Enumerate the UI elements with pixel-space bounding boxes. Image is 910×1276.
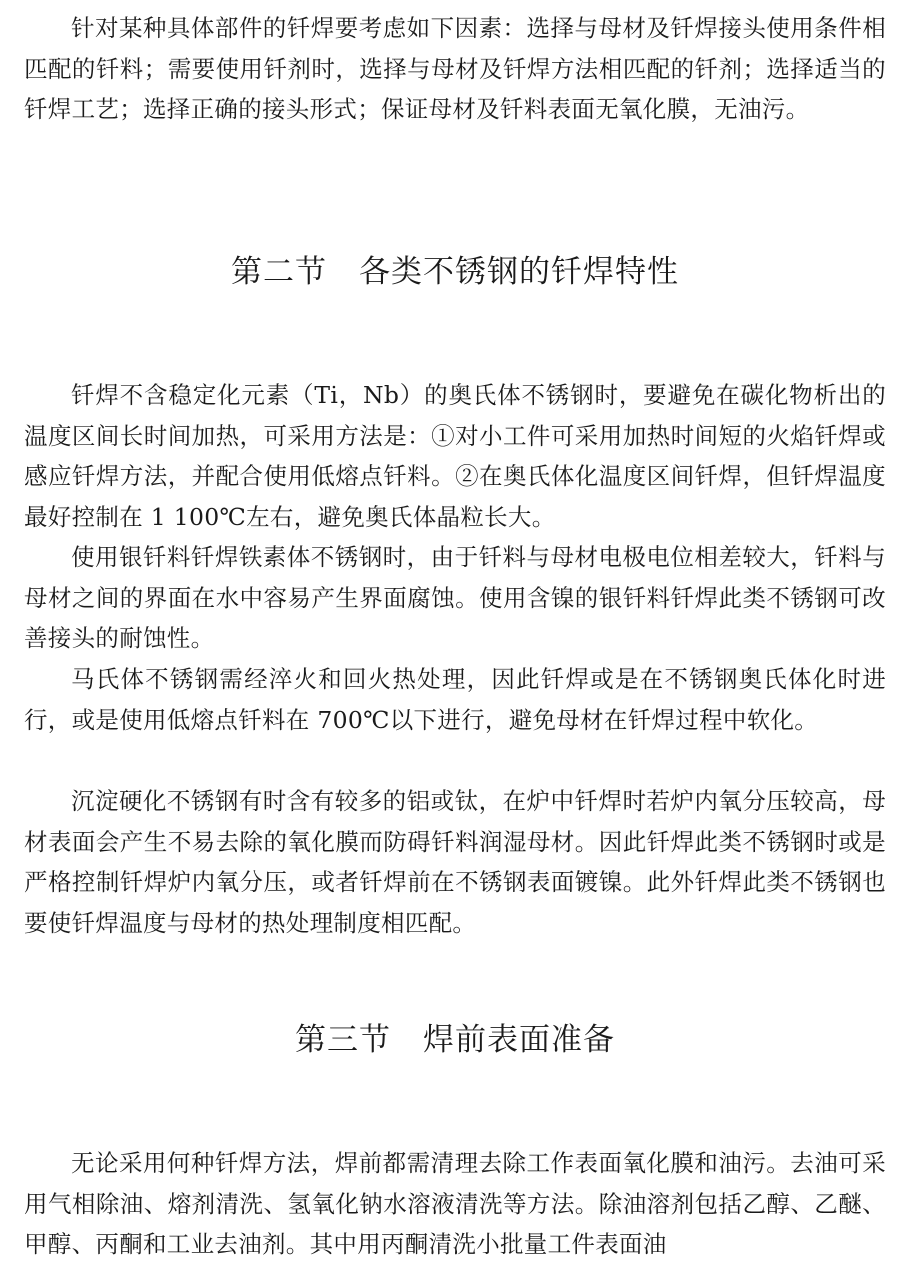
section-2-paragraph-2: 使用银钎料钎焊铁素体不锈钢时，由于钎料与母材电极电位相差较大，钎料与母材之间的界面在水中容易产生界面腐蚀。使用含镍的银钎料钎焊此类不锈钢可改善接头的耐蚀性。 (24, 543, 886, 652)
section-2-paragraph-1: 钎焊不含稳定化元素（Ti，Nb）的奥氏体不锈钢时，要避免在碳化物析出的温度区间长时间加热，可采用方法是：①对小工件可采用加热时间短的火焰钎焊或感应钎焊方法，并配合使用低熔点钎料。②在奥氏体化温度区间钎焊，但钎焊温度最好控制在 1 100℃左右，避免奥氏体晶粒长大。 (24, 381, 886, 531)
section-2-paragraph-3: 马氏体不锈钢需经淬火和回火热处理，因此钎焊或是在不锈钢奥氏体化时进行，或是使用低熔点钎料在 700℃以下进行，避免母材在钎焊过程中软化。 (24, 665, 886, 734)
section-3-paragraph-1: 无论采用何种钎焊方法，焊前都需清理去除工作表面氧化膜和油污。去油可采用气相除油、熔剂清洗、氢氧化钠水溶液清洗等方法。除油溶剂包括乙醇、乙醚、甲醇、丙酮和工业去油剂。其中用丙酮清洗小批量工件表面油 (24, 1149, 886, 1258)
section-2-paragraph-4: 沉淀硬化不锈钢有时含有较多的铝或钛，在炉中钎焊时若炉内氧分压较高，母材表面会产生不易去除的氧化膜而防碍钎料润湿母材。因此钎焊此类不锈钢时或是严格控制钎焊炉内氧分压，或者钎焊前在不锈钢表面镀镍。此外钎焊此类不锈钢也要使钎焊温度与母材的热处理制度相匹配。 (24, 787, 886, 937)
intro-paragraph: 针对某种具体部件的钎焊要考虑如下因素：选择与母材及钎焊接头使用条件相匹配的钎料；需要使用钎剂时，选择与母材及钎焊方法相匹配的钎剂；选择适当的钎焊工艺；选择正确的接头形式；保证母材及钎料表面无氧化膜，无油污。 (24, 14, 886, 123)
section-3-heading: 第三节 焊前表面准备 (295, 1022, 615, 1058)
section-2-heading: 第二节 各类不锈钢的钎焊特性 (231, 254, 679, 290)
